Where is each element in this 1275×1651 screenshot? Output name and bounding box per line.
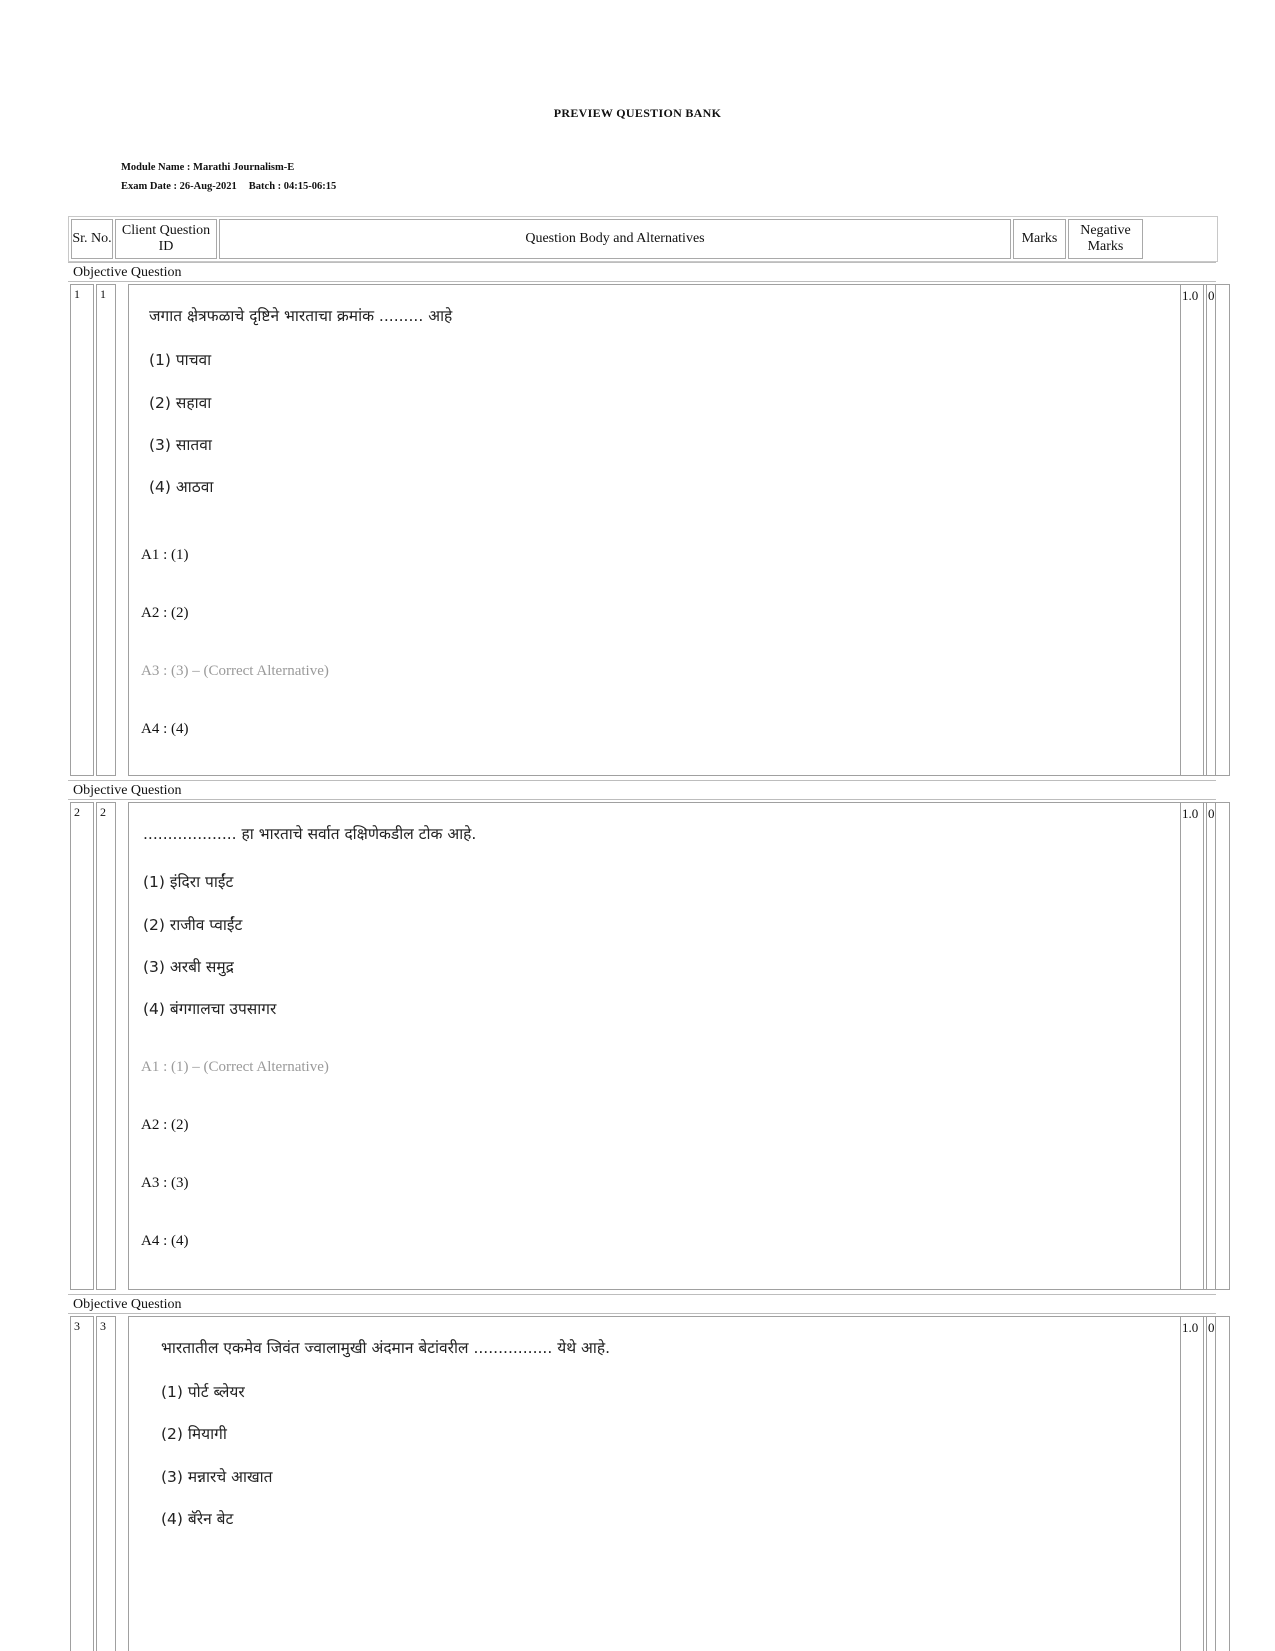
section-label-objective: Objective Question xyxy=(68,1294,1216,1314)
question-text: ................... हा भारताचे सर्वात दक्षिणेकडील टोक आहे. xyxy=(143,825,477,843)
sr-no-cell: 3 xyxy=(70,1316,94,1651)
option-item: (3) अरबी समुद्र xyxy=(143,958,234,976)
question-body-cell xyxy=(128,284,1230,776)
marks-cell: 1.0 xyxy=(1180,1316,1204,1651)
option-item: (2) राजीव प्वाईंट xyxy=(143,916,243,934)
answer-line-correct: A3 : (3) – (Correct Alternative) xyxy=(141,663,329,679)
section-label-objective: Objective Question xyxy=(68,780,1216,800)
question-body-cell xyxy=(128,1316,1230,1651)
question-row xyxy=(68,1316,1216,1651)
header-negative-marks: Negative Marks xyxy=(1068,219,1143,259)
option-item: (1) इंदिरा पाईंट xyxy=(143,873,234,891)
answer-line: A4 : (4) xyxy=(141,721,189,737)
negative-marks-cell: 0 xyxy=(1206,284,1216,776)
option-item: (1) पोर्ट ब्लेयर xyxy=(161,1383,245,1401)
exam-info xyxy=(121,181,336,192)
answer-line: A4 : (4) xyxy=(141,1233,189,1249)
option-item: (3) सातवा xyxy=(149,436,212,454)
exam-date: Exam Date : 26-Aug-2021 xyxy=(121,181,237,192)
marks-cell: 1.0 xyxy=(1180,802,1204,1290)
question-row xyxy=(68,284,1216,776)
answer-line: A3 : (3) xyxy=(141,1175,189,1191)
option-item: (2) सहावा xyxy=(149,394,212,412)
module-name: Module Name : Marathi Journalism-E xyxy=(121,162,295,173)
answer-line-correct: A1 : (1) – (Correct Alternative) xyxy=(141,1059,329,1075)
answer-line: A2 : (2) xyxy=(141,605,189,621)
question-body-cell xyxy=(128,802,1230,1290)
option-item: (3) मन्नारचे आखात xyxy=(161,1468,273,1486)
negative-marks-cell: 0 xyxy=(1206,1316,1216,1651)
client-id-cell: 3 xyxy=(96,1316,116,1651)
question-text: जगात क्षेत्रफळाचे दृष्टिने भारताचा क्रमांक ......... आहे xyxy=(149,307,453,325)
client-id-cell: 2 xyxy=(96,802,116,1290)
answer-line: A2 : (2) xyxy=(141,1117,189,1133)
answer-line: A1 : (1) xyxy=(141,547,189,563)
negative-marks-cell: 0 xyxy=(1206,802,1216,1290)
option-item: (1) पाचवा xyxy=(149,351,212,369)
question-text: भारतातील एकमेव जिवंत ज्वालामुखी अंदमान बेटांवरील ................ येथे आहे. xyxy=(161,1339,611,1357)
header-client-question-id: Client Question ID xyxy=(115,219,217,259)
header-question-body: Question Body and Alternatives xyxy=(219,219,1011,259)
batch-time: Batch : 04:15-06:15 xyxy=(248,181,337,192)
option-item: (4) बंगगालचा उपसागर xyxy=(143,1000,277,1018)
option-item: (2) मियागी xyxy=(161,1425,227,1443)
question-row xyxy=(68,802,1216,1290)
sr-no-cell: 1 xyxy=(70,284,94,776)
table-header xyxy=(68,216,1218,262)
section-label-objective: Objective Question xyxy=(68,262,1216,282)
header-marks: Marks xyxy=(1013,219,1066,259)
header-sr-no: Sr. No. xyxy=(71,219,113,259)
page-title: PREVIEW QUESTION BANK xyxy=(553,106,722,120)
client-id-cell: 1 xyxy=(96,284,116,776)
option-item: (4) बॅरेन बेट xyxy=(161,1510,234,1528)
marks-cell: 1.0 xyxy=(1180,284,1204,776)
option-item: (4) आठवा xyxy=(149,478,214,496)
sr-no-cell: 2 xyxy=(70,802,94,1290)
